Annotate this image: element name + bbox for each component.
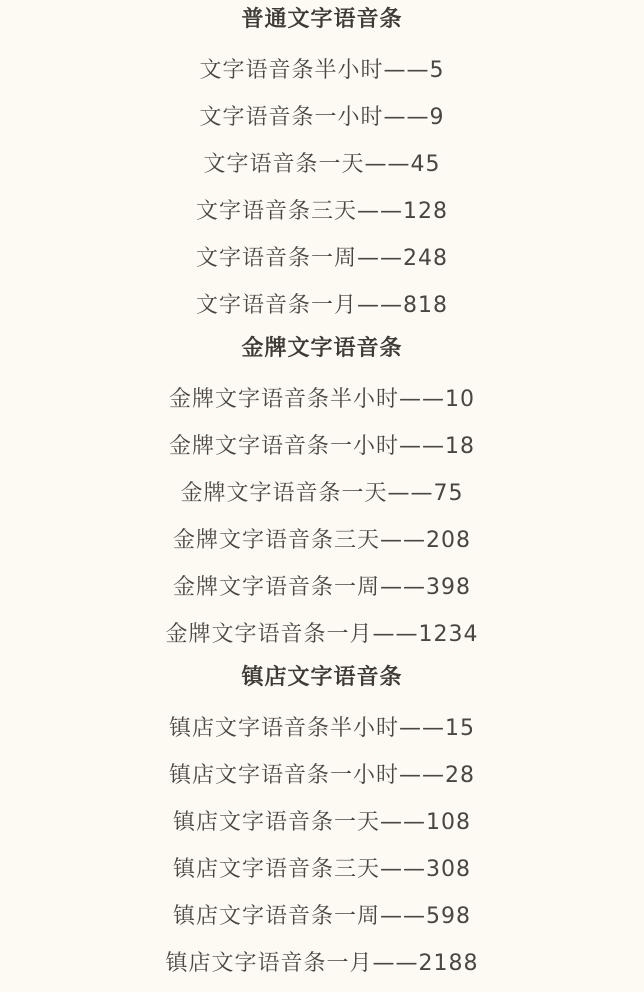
price-row: 镇店文字语音条三天——308 [173,857,471,882]
section-title-flagship: 镇店文字语音条 [241,665,403,690]
bottom-edge [0,984,644,992]
section-flagship [0,658,644,987]
price-row: 金牌文字语音条一月——1234 [165,622,479,647]
section-gold [0,329,644,658]
price-row: 文字语音条一小时——9 [199,105,445,130]
price-list-gold [166,376,479,658]
price-list-regular [196,47,448,329]
price-row: 镇店文字语音条半小时——15 [169,716,475,741]
section-title-gold: 金牌文字语音条 [241,336,403,361]
price-list-flagship [166,705,479,987]
price-row: 文字语音条一月——818 [196,293,448,318]
price-row: 金牌文字语音条三天——208 [173,528,471,553]
price-row: 金牌文字语音条一小时——18 [169,434,475,459]
price-row: 文字语音条半小时——5 [199,58,445,83]
price-row: 金牌文字语音条半小时——10 [169,387,475,412]
price-row: 镇店文字语音条一月——2188 [165,951,479,976]
price-row: 镇店文字语音条一周——598 [173,904,471,929]
price-row: 金牌文字语音条一周——398 [173,575,471,600]
section-regular [0,0,644,329]
price-row: 镇店文字语音条一小时——28 [169,763,475,788]
price-row: 文字语音条一天——45 [203,152,441,177]
price-row: 金牌文字语音条一天——75 [180,481,464,506]
price-row: 文字语音条三天——128 [196,199,448,224]
section-title-regular: 普通文字语音条 [241,7,403,32]
price-row: 文字语音条一周——248 [196,246,448,271]
price-row: 镇店文字语音条一天——108 [173,810,471,835]
